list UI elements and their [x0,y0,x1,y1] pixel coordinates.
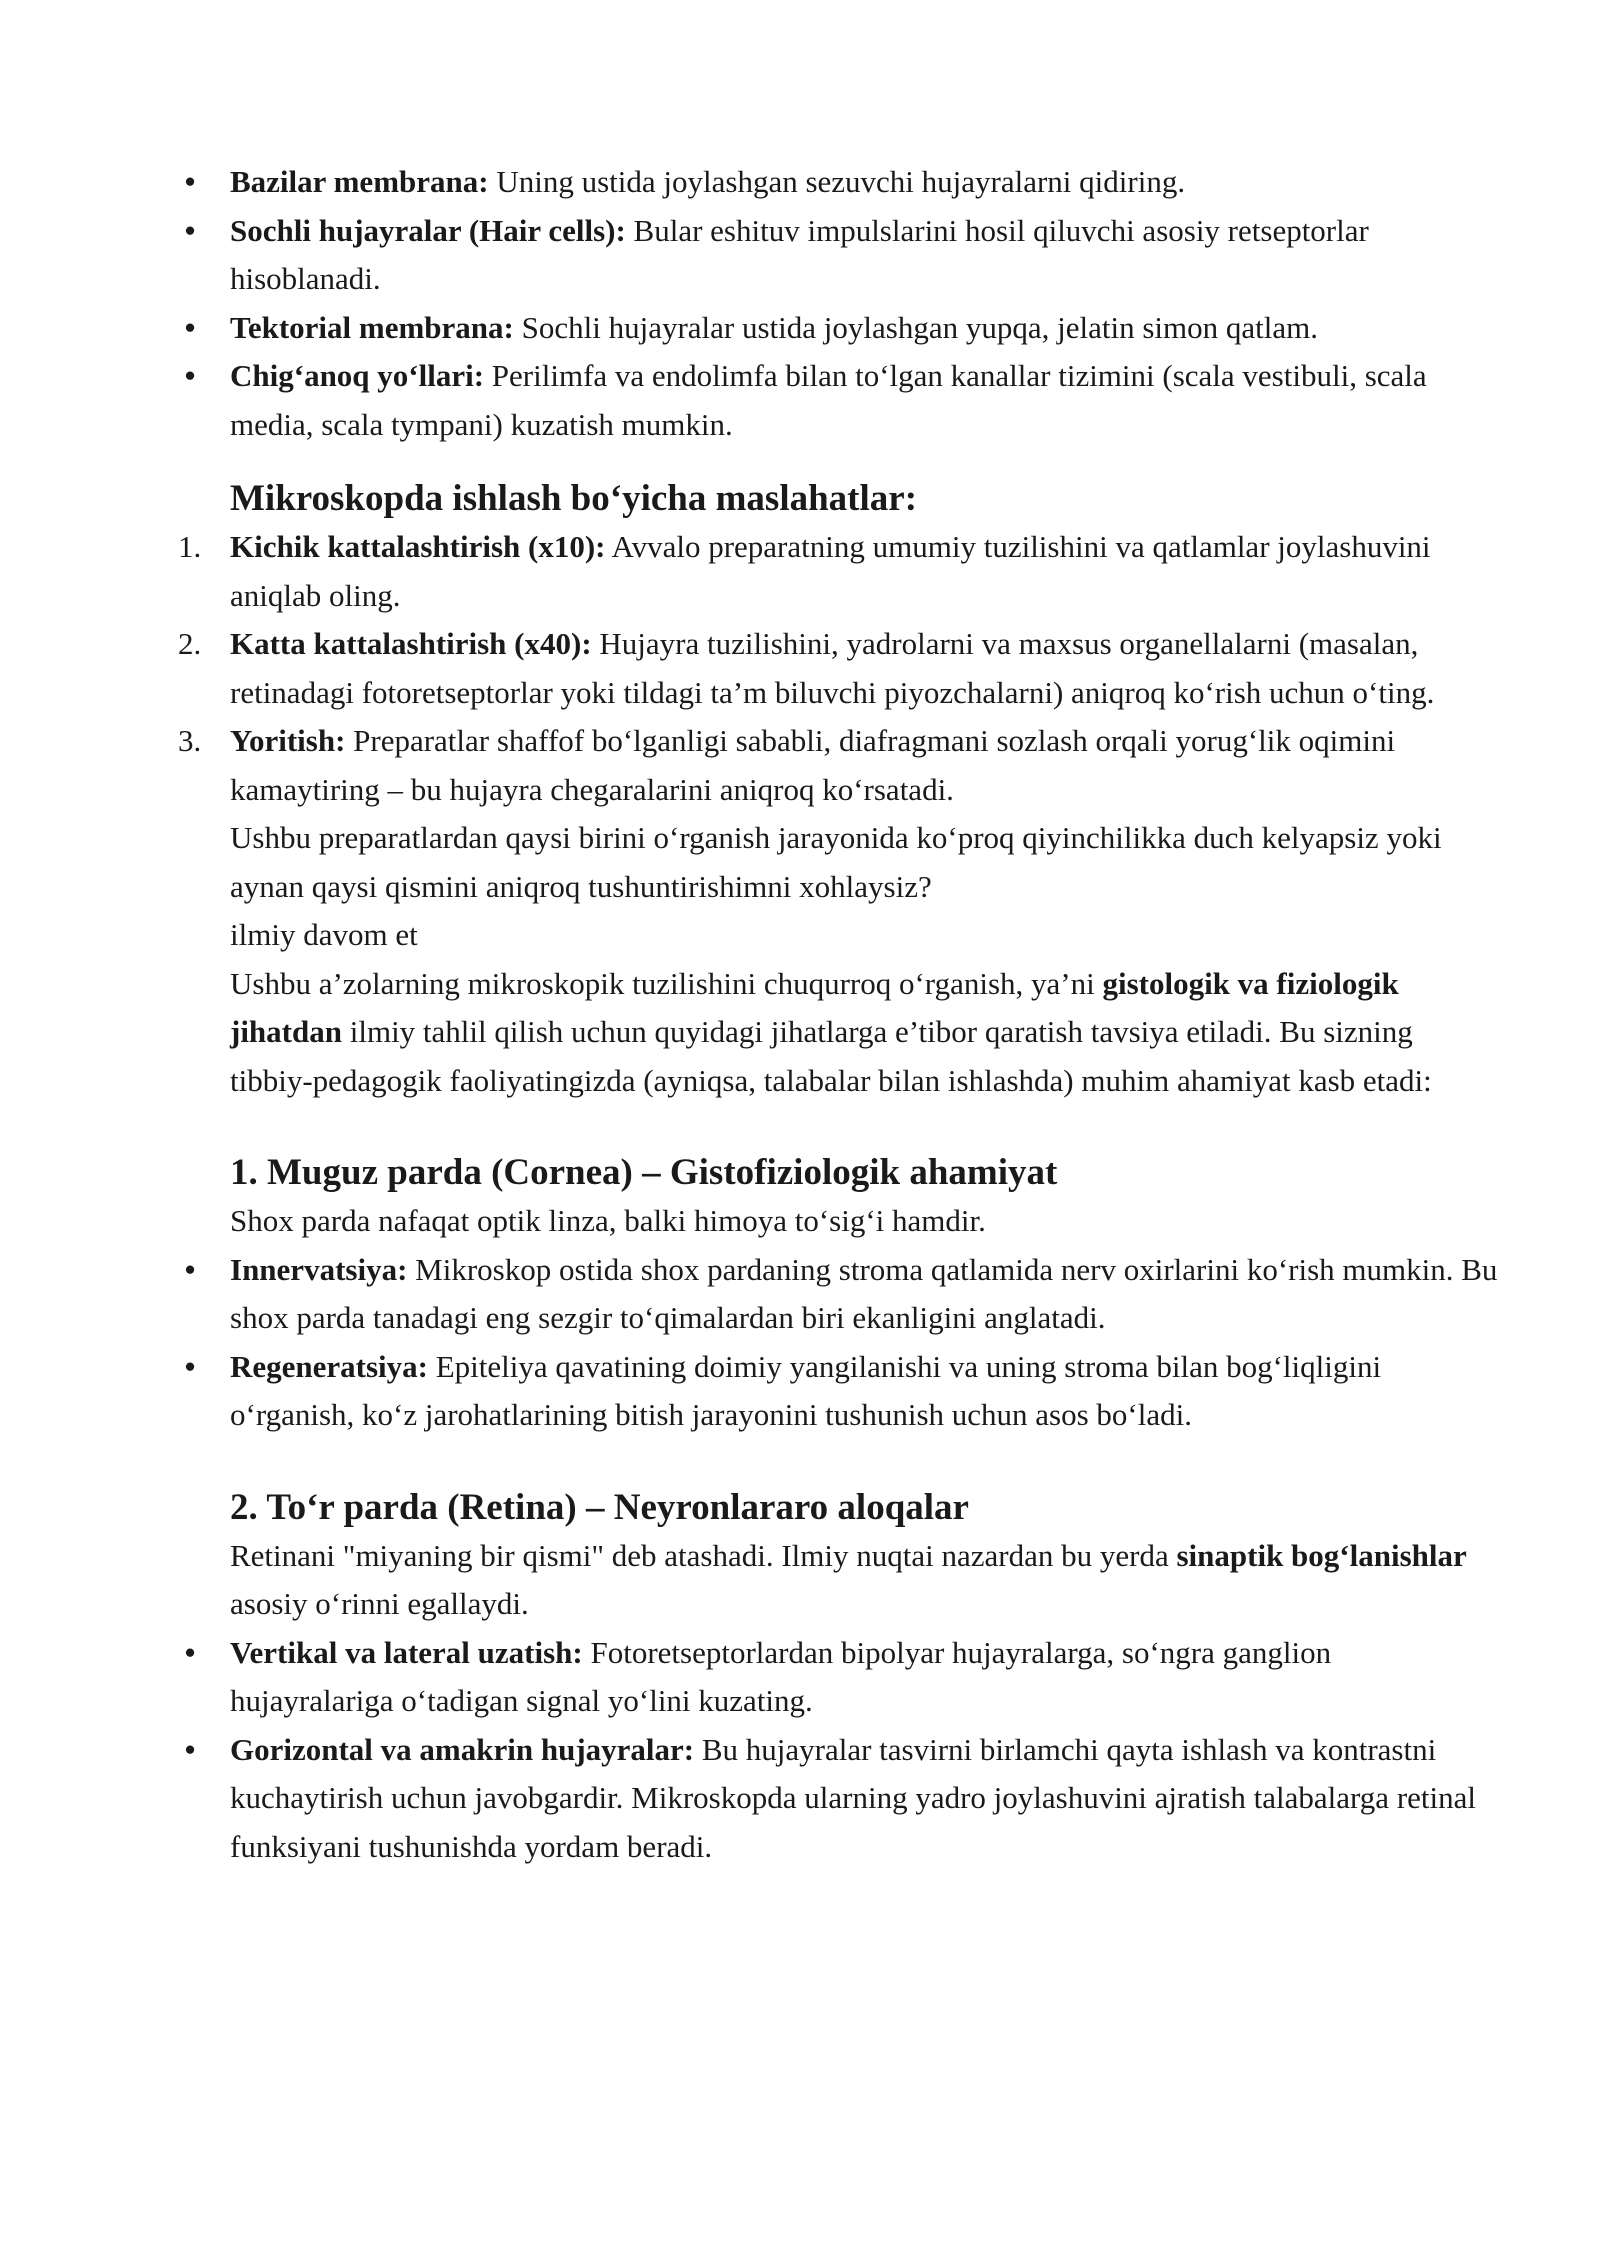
list-item [184,1246,1500,1343]
bullet-icon: • [184,1634,196,1670]
list-item-term: Gorizontal va amakrin hujayralar: [230,1731,695,1767]
list-item-term: Sochli hujayralar (Hair cells): [230,212,626,248]
retina-heading: 2. To‘r parda (Retina) – Neyronlararo aloqalar [230,1486,969,1528]
list-item [184,304,1500,353]
list-item-text: Hujayra tuzilishini, yadrolarni va maxsus organellalarni (masalan, retinadagi fotoretseptorlar yoki tildagi ta’m biluvchi piyozchalarni) aniqroq ko‘rish uchun o‘ting. [230,626,1435,710]
bullet-icon: • [184,309,196,345]
list-item-text: Avvalo preparatning umumiy tuzilishini va qatlamlar joylashuvini aniqlab oling. [230,529,1431,613]
list-item-text: Fotoretseptorlardan bipolyar hujayralarga, so‘ngra ganglion hujayralariga o‘tadigan signal yo‘lini kuzating. [230,1634,1332,1718]
list-item-text: Epiteliya qavatining doimiy yangilanishi va uning stroma bilan bog‘liqligini o‘rganish, ko‘z jarohatlarining bitish jarayonini tushunish uchun asos bo‘ladi. [230,1348,1382,1432]
list-item-text: Bular eshituv impulslarini hosil qiluvchi asosiy retseptorlar hisoblanadi. [230,212,1369,296]
list-item [178,620,1500,717]
intro-text: Ushbu a’zolarning mikroskopik tuzilishini chuqurroq o‘rganish, ya’ni [230,965,1103,1001]
cornea-heading: 1. Muguz parda (Cornea) – Gistofiziologik ahamiyat [230,1152,1058,1193]
tips-numbered-list [178,523,1500,814]
intro-paragraph [230,960,1500,1106]
list-item [184,1726,1500,1872]
list-item [184,207,1500,304]
list-item-term: Chig‘anoq yo‘llari: [230,358,485,393]
list-item-term: Innervatsiya: [230,1251,408,1287]
list-item-term: Regeneratsiya: [230,1348,428,1384]
list-item-text: Bu hujayralar tasvirni birlamchi qayta ishlash va kontrastni kuchaytirish uchun javobgardir. Mikroskopda ularning yadro joylashuvini ajratish talabalarga retinal funksiyani tushunishda yordam beradi. [230,1731,1476,1864]
list-item-text: Mikroskop ostida shox pardaning stroma qatlamida nerv oxirlarini ko‘rish mumkin. Bu shox parda tanadagi eng sezgir to‘qimalardan biri ekanligini anglatadi. [230,1251,1498,1335]
list-item [178,523,1500,620]
retina-lead [230,1532,1500,1629]
intro-bold-text: gistologik va fiziologik jihatdan [230,965,1399,1049]
bullet-icon: • [184,212,196,248]
retina-lead-bold: sinaptik bog‘lanishlar [1176,1537,1467,1573]
list-item-term: Kichik kattalashtirish (x10): [230,529,606,564]
cornea-lead: Shox parda nafaqat optik linza, balki himoya to‘sig‘i hamdir. [230,1203,986,1238]
list-item-text: Preparatlar shaffof bo‘lganligi sababli, diafragmani sozlash orqali yorug‘lik oqimini kamaytiring – bu hujayra chegaralarini aniqroq ko‘rsatadi. [230,723,1396,807]
list-item-term: Vertikal va lateral uzatish: [230,1634,583,1670]
list-item [184,1343,1500,1440]
list-number: 2. [178,626,202,661]
retina-lead-text: asosiy o‘rinni egallaydi. [230,1586,529,1621]
list-item [184,352,1500,449]
intro-text: ilmiy tahlil qilish uchun quyidagi jihatlarga e’tibor qaratish tavsiya etiladi. Bu sizning tibbiy-pedagogik faoliyatingizda (ayniqsa, talabalar bilan ishlashda) muhim ahamiyat kasb etadi: [230,1014,1432,1098]
list-item [184,1629,1500,1726]
question-paragraph: Ushbu preparatlardan qaysi birini o‘rganish jarayonida ko‘proq qiyinchilikka duch kelyapsiz yoki aynan qaysi qismini aniqroq tushuntirishimni xohlaysiz? [230,820,1442,904]
list-number: 1. [178,529,202,564]
list-item-text: Sochli hujayralar ustida joylashgan yupqa, jelatin simon qatlam. [513,309,1318,345]
list-item [184,158,1500,207]
list-item-term: Yoritish: [230,723,346,758]
list-item-text: Perilimfa va endolimfa bilan to‘lgan kanallar tizimini (scala vestibuli, scala media, scala tympani) kuzatish mumkin. [230,358,1427,442]
tips-heading: Mikroskopda ishlash bo‘yicha maslahatlar: [230,478,918,519]
cornea-bullet-list [184,1246,1500,1440]
bullet-icon: • [184,1348,196,1384]
bullet-icon: • [184,1251,196,1287]
list-item-term: Tektorial membrana: [230,309,514,345]
prompt-line: ilmiy davom et [230,917,418,952]
list-number: 3. [178,723,202,758]
document-body [178,158,1500,1871]
intro-bullet-list [184,158,1500,449]
bullet-icon: • [184,358,196,393]
retina-bullet-list [184,1629,1500,1872]
list-item-term: Katta kattalashtirish (x40): [230,626,592,661]
bullet-icon: • [184,164,196,199]
list-item-term: Bazilar membrana: [230,164,489,199]
list-item [178,717,1500,814]
bullet-icon: • [184,1731,196,1767]
retina-lead-text: Retinani "miyaning bir qismi" deb atashadi. Ilmiy nuqtai nazardan bu yerda [230,1537,1177,1573]
list-item-text: Uning ustida joylashgan sezuvchi hujayralarni qidiring. [488,164,1186,199]
